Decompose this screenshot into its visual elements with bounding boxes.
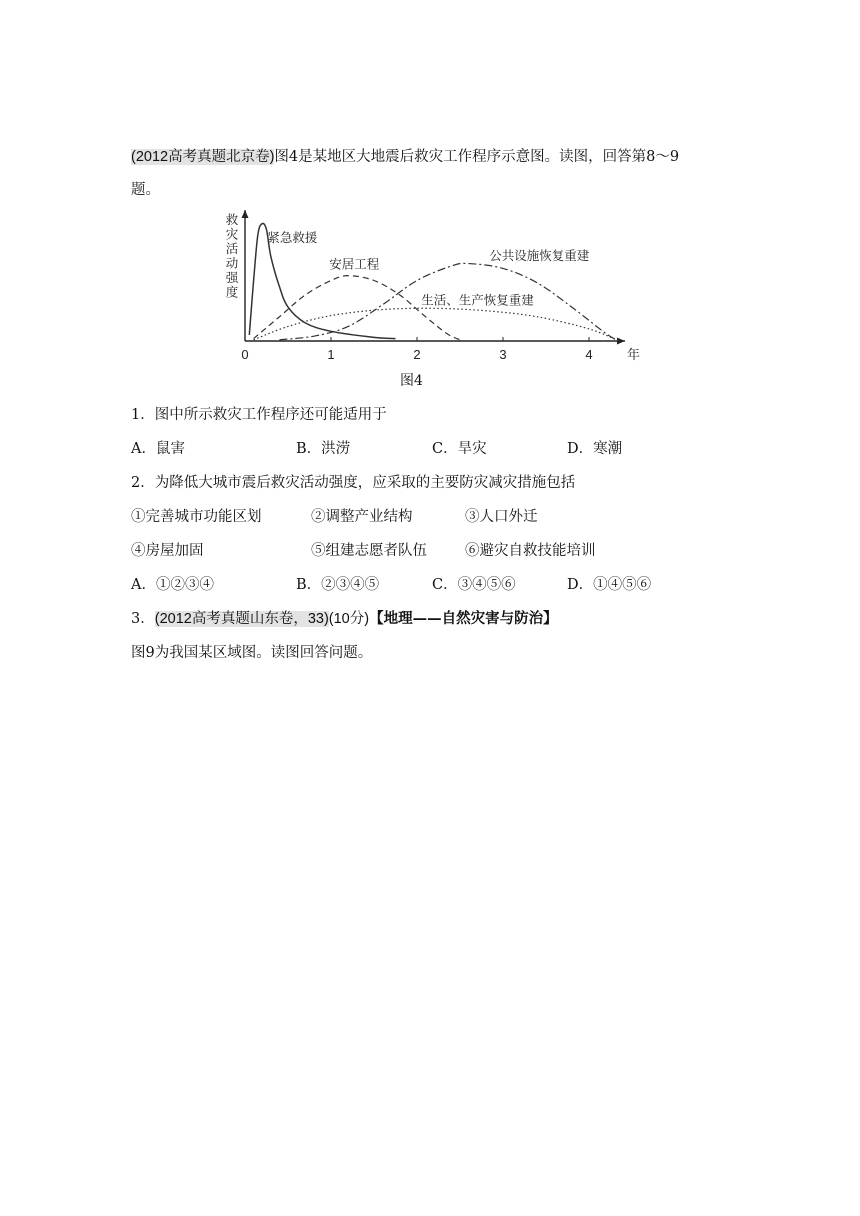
q2-stem: 2．为降低大城市震后救灾活动强度，应采取的主要防灾减灾措施包括 <box>131 475 576 491</box>
intro-line-cont <box>131 180 160 200</box>
intro-line <box>131 147 679 167</box>
x-tick-label: 2 <box>413 347 421 362</box>
x-tick-label: 4 <box>585 347 593 362</box>
x-tick-label: 3 <box>499 347 507 362</box>
q2-item-2: ②调整产业结构 <box>311 509 413 525</box>
q3-number: 3． <box>131 611 155 627</box>
q1-option-d: D．寒潮 <box>567 441 623 457</box>
q2-option-d: D．①④⑤⑥ <box>567 577 652 593</box>
x-tick-label: 1 <box>327 347 335 362</box>
q2-option-b: B．②③④⑤ <box>296 577 380 593</box>
y-axis-arrow <box>242 210 249 218</box>
q2-option-c: C．③④⑤⑥ <box>432 577 516 593</box>
disaster-relief-chart <box>215 198 645 368</box>
q2-item-3: ③人口外迁 <box>465 509 538 525</box>
q2-item-4: ④房屋加固 <box>131 543 204 559</box>
figure-caption: 图4 <box>400 373 423 389</box>
source-tag: (2012高考真题北京卷) <box>131 149 275 165</box>
q3-topic: 【地理——自然灾害与防治】 <box>369 610 558 627</box>
y-axis-label: 救灾活动强度 <box>225 212 239 300</box>
x-axis-label: 年 <box>627 348 641 363</box>
q3-source-tag: (2012高考真题山东卷，33) <box>154 611 329 627</box>
q2-option-a: A．①②③④ <box>131 577 214 593</box>
x-tick-label: 0 <box>241 347 249 362</box>
q1-stem: 1．图中所示救灾工作程序还可能适用于 <box>131 407 387 423</box>
q2-item-1: ①完善城市功能区划 <box>131 509 262 525</box>
q2-item-6: ⑥避灾自救技能培训 <box>465 543 596 559</box>
q1-option-a: A．鼠害 <box>131 441 185 457</box>
intro-text: 图4是某地区大地震后救灾工作程序示意图。读图，回答第8～9 <box>274 149 680 165</box>
q3-text: 图9为我国某区域图。读图回答问题。 <box>131 645 373 661</box>
q1-option-b: B．洪涝 <box>296 441 351 457</box>
series-life-production-label: 生活、生产恢复重建 <box>421 292 534 308</box>
q3-header <box>131 609 558 629</box>
q1-option-c: C．旱灾 <box>432 441 487 457</box>
q2-item-5: ⑤组建志愿者队伍 <box>311 543 427 559</box>
series-public-facilities-label: 公共设施恢复重建 <box>489 247 590 263</box>
series-housing-project-line <box>254 276 460 340</box>
intro-text-cont: 题。 <box>131 182 160 198</box>
q3-score: (10分) <box>328 611 370 627</box>
series-emergency-rescue-label: 紧急救援 <box>267 229 318 245</box>
series-housing-project-label: 安居工程 <box>329 256 380 272</box>
